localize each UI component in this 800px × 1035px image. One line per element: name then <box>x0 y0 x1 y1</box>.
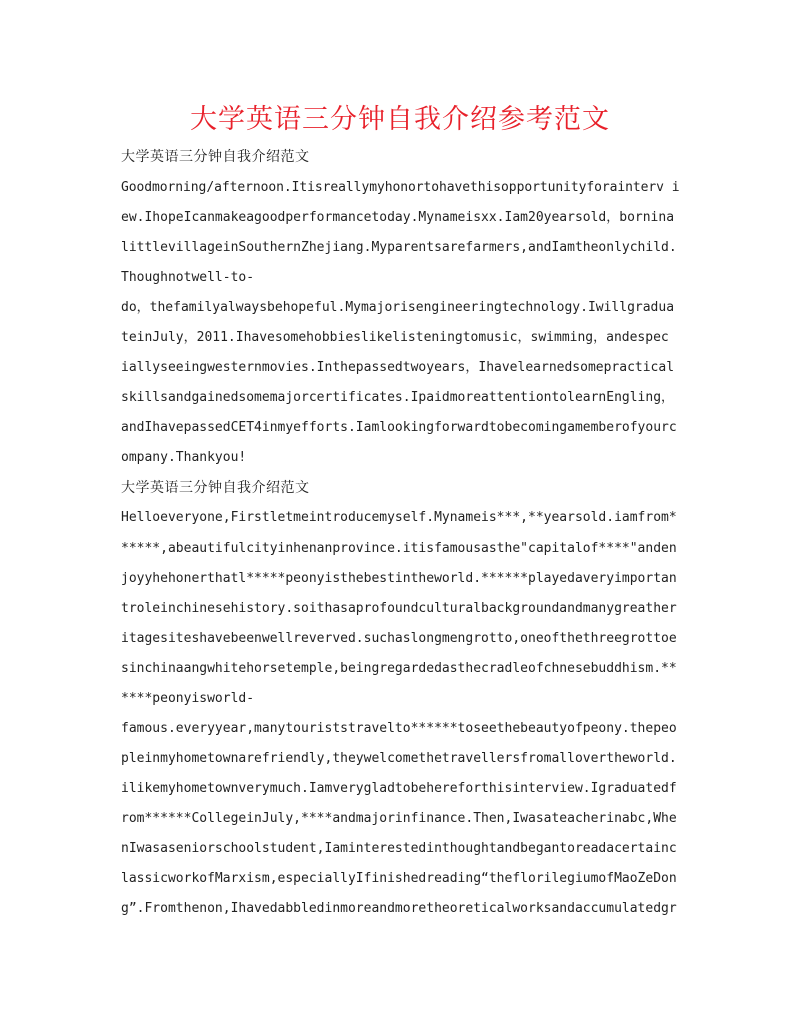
text-line: g”.Fromthenon,Ihavedabbledinmoreandmoretheoreticalworksandaccumulatedgr <box>121 901 677 916</box>
text-line: sinchinaangwhitehorsetemple,beingregardedasthecradleofchnesebuddhism.** <box>121 661 677 676</box>
text-line: itagesiteshavebeenwellreverved.suchaslongmengrotto,oneofthethreegrottoe <box>121 631 677 646</box>
text-line: Thoughnotwell-to- <box>121 270 255 285</box>
text-line: joyyhehonerthatl*****peonyisthebestintheworld.******playedaveryimportan <box>121 571 677 586</box>
text-line: *****,abeautifulcityinhenanprovince.itisfamousasthe"capitalof****"anden <box>121 541 677 556</box>
text-line: skillsandgainedsomemajorcertificates.IpaidmoreattentiontolearnEngling， <box>121 390 675 405</box>
text-line: ompany.Thankyou! <box>121 450 247 465</box>
text-line: ****peonyisworld- <box>121 691 255 706</box>
section-heading: 大学英语三分钟自我介绍范文 <box>121 480 310 496</box>
document-title: 大学英语三分钟自我介绍参考范文 <box>190 104 610 135</box>
text-line: troleinchinesehistory.soithasaprofoundculturalbackgroundandmanygreather <box>121 601 677 616</box>
text-line: iallyseeingwesternmovies.Inthepassedtwoyears，Ihavelearnedsomepractical <box>121 360 675 375</box>
text-line: ilikemyhometownverymuch.Iamverygladtobehereforthisinterview.Igraduatedf <box>121 781 677 796</box>
text-line: littlevillageinSouthernZhejiang.Myparentsarefarmers,andIamtheonlychild. <box>121 240 677 255</box>
text-line: andIhavepassedCET4inmyefforts.Iamlookingforwardtobecomingamemberofyourc <box>121 420 677 435</box>
text-line: do，thefamilyalwaysbehopeful.Mymajorisengineeringtechnology.Iwillgradua <box>121 300 675 315</box>
text-line: nIwasaseniorschoolstudent,Iaminterestedinthoughtandbegantoreadacertainc <box>121 841 677 856</box>
text-line: pleinmyhometownarefriendly,theywelcomethetravellersfromallovertheworld. <box>121 751 677 766</box>
text-line: ew.IhopeIcanmakeagoodperformancetoday.Mynameisxx.Iam20yearsold，bornina <box>121 210 675 225</box>
text-line: Goodmorning/afternoon.Itisreallymyhonortohavethisopportunityforainterv i <box>121 180 680 195</box>
text-line: lassicworkofMarxism,especiallyIfinishedreading“theflorilegiumofMaoZeDon <box>121 871 677 886</box>
text-line: rom******CollegeinJuly,****andmajorinfinance.Then,Iwasateacherinabc,Whe <box>121 811 677 826</box>
text-line: teinJuly，2011.Ihavesomehobbieslikelisteningtomusic，swimming，andespec <box>121 330 669 345</box>
text-line: famous.everyyear,manytouriststravelto******toseethebeautyofpeony.thepeo <box>121 721 677 736</box>
section-heading: 大学英语三分钟自我介绍范文 <box>121 149 310 165</box>
text-line: Helloeveryone,Firstletmeintroducemyself.Mynameis***,**yearsold.iamfrom* <box>121 510 677 525</box>
